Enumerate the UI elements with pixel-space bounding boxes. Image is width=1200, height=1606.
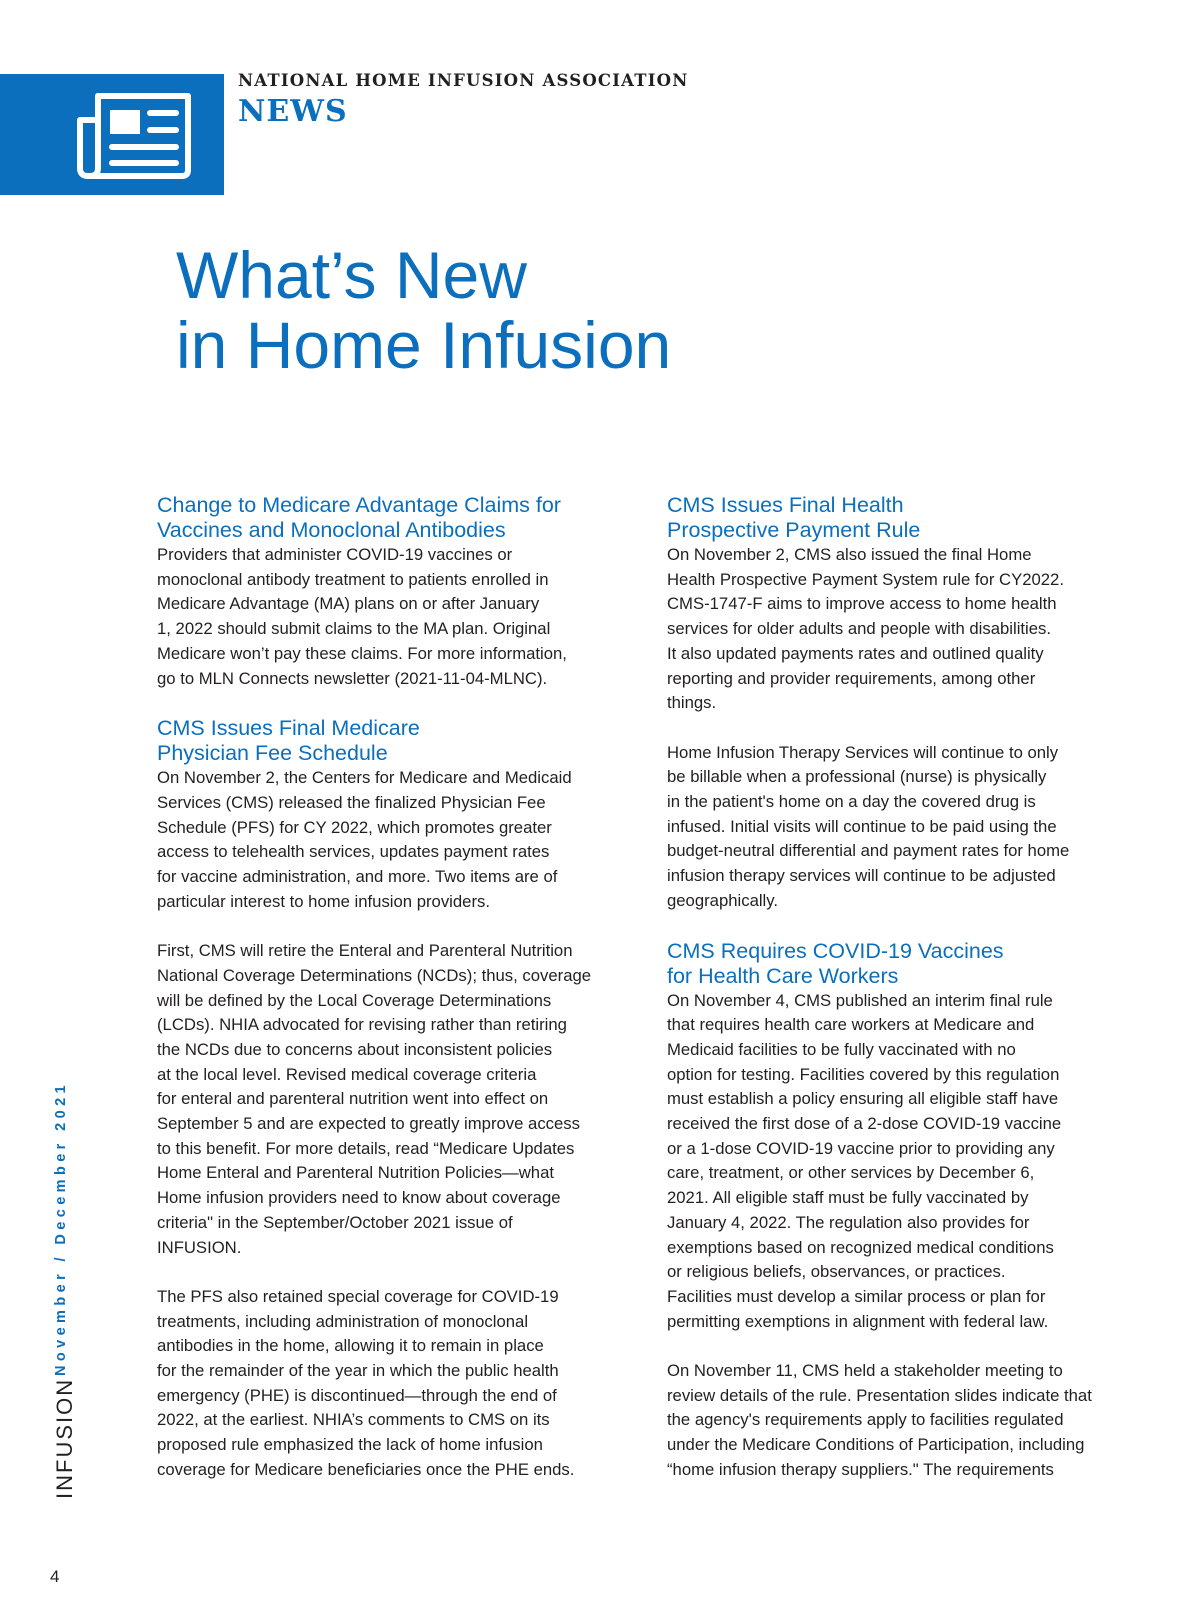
text-line: things.: [667, 693, 717, 713]
article-paragraph: [157, 939, 625, 1260]
text-line: go to MLN Connects newsletter (2021-11-04-MLNC).: [157, 668, 548, 688]
section-label: NEWS: [238, 94, 348, 129]
text-line: Health Prospective Payment System rule for CY2022.: [667, 569, 1064, 589]
text-line: On November 2, CMS also issued the final Home: [667, 545, 1032, 564]
text-line: budget-neutral differential and payment rates for home: [667, 841, 1070, 861]
text-line: at the local level. Revised medical coverage criteria: [157, 1064, 537, 1084]
page-title: [176, 240, 671, 380]
text-line: antibodies in the home, allowing it to remain in place: [157, 1336, 544, 1356]
magazine-logo: INFUSION: [52, 1377, 77, 1499]
page-title-line: What’s New: [176, 238, 527, 312]
article-heading: [667, 493, 1137, 543]
text-line: that requires health care workers at Medicare and: [667, 1015, 1035, 1035]
heading-line: for Health Care Workers: [667, 963, 899, 988]
text-line: reporting and provider requirements, among other: [667, 668, 1036, 688]
article-paragraph: [667, 741, 1137, 914]
text-line: monoclonal antibody treatment to patients enrolled in: [157, 569, 549, 589]
text-line: for vaccine administration, and more. Two items are of: [157, 867, 558, 887]
text-line: will be defined by the Local Coverage Determinations: [157, 990, 552, 1010]
issue-date: November / December 2021: [53, 1080, 69, 1376]
text-line: infusion therapy services will continue to be adjusted: [667, 866, 1056, 886]
text-line: Schedule (PFS) for CY 2022, which promotes greater: [157, 817, 552, 837]
text-line: 2022, at the earliest. NHIA’s comments to CMS on its: [157, 1410, 550, 1430]
heading-line: Vaccines and Monoclonal Antibodies: [157, 518, 506, 542]
text-line: or a 1-dose COVID-19 vaccine prior to providing any: [667, 1138, 1055, 1158]
article-heading: [667, 939, 1137, 989]
text-line: in the patient's home on a day the covered drug is: [667, 792, 1036, 812]
newspaper-icon: [76, 90, 194, 180]
text-line: (LCDs). NHIA advocated for revising rather than retiring: [157, 1015, 567, 1035]
text-line: On November 2, the Centers for Medicare and Medicaid: [157, 768, 572, 788]
text-line: infused. Initial visits will continue to be paid using the: [667, 816, 1057, 836]
article-paragraph: [157, 766, 625, 914]
text-line: review details of the rule. Presentation slides indicate that: [667, 1385, 1092, 1405]
text-line: 2021. All eligible staff must be fully vaccinated by: [667, 1188, 1029, 1208]
text-line: National Coverage Determinations (NCDs); thus, coverage: [157, 965, 592, 985]
text-line: emergency (PHE) is discontinued—through the end of: [157, 1385, 557, 1405]
text-line: for enteral and parenteral nutrition went into effect on: [157, 1089, 549, 1109]
text-line: Services (CMS) released the finalized Physician Fee: [157, 792, 546, 812]
text-line: option for testing. Facilities covered by this regulation: [667, 1064, 1060, 1084]
text-line: Home Infusion Therapy Services will continue to only: [667, 742, 1059, 762]
article-paragraph: [157, 1285, 625, 1483]
text-line: under the Medicare Conditions of Participation, including: [667, 1435, 1085, 1455]
text-line: received the first dose of a 2-dose COVID-19 vaccine: [667, 1114, 1062, 1134]
text-line: exemptions based on recognized medical conditions: [667, 1237, 1054, 1257]
text-line: On November 4, CMS published an interim final rule: [667, 990, 1053, 1010]
article-heading: [157, 716, 625, 766]
heading-line: Prospective Payment Rule: [667, 518, 921, 542]
text-line: must establish a policy ensuring all eligible staff have: [667, 1089, 1059, 1109]
text-line: Medicare won’t pay these claims. For more information,: [157, 643, 567, 663]
org-name: NATIONAL HOME INFUSION ASSOCIATION: [238, 71, 689, 90]
left-column: [157, 493, 625, 1483]
text-line: First, CMS will retire the Enteral and Parenteral Nutrition: [157, 941, 573, 961]
text-line: INFUSION.: [157, 1237, 242, 1257]
heading-line: Change to Medicare Advantage Claims for: [157, 493, 561, 517]
text-line: Medicare Advantage (MA) plans on or after January: [157, 594, 540, 614]
heading-line: Physician Fee Schedule: [157, 741, 388, 766]
text-line: September 5 and are expected to greatly improve access: [157, 1114, 580, 1134]
text-line: Medicaid facilities to be fully vaccinated with no: [667, 1039, 1016, 1059]
text-line: be billable when a professional (nurse) is physically: [667, 767, 1047, 787]
text-line: Facilities must develop a similar process or plan for: [667, 1286, 1046, 1306]
text-line: “home infusion therapy suppliers." The requirements: [667, 1459, 1054, 1479]
text-line: coverage for Medicare beneficiaries once the PHE ends.: [157, 1459, 575, 1479]
article-heading: [157, 493, 625, 543]
text-line: geographically.: [667, 890, 779, 910]
heading-line: CMS Issues Final Medicare: [157, 716, 420, 741]
text-line: for the remainder of the year in which the public health: [157, 1361, 559, 1381]
text-line: or religious beliefs, observances, or practices.: [667, 1262, 1006, 1282]
page-number: 4: [50, 1567, 60, 1586]
text-line: 1, 2022 should submit claims to the MA plan. Original: [157, 619, 551, 639]
text-line: Providers that administer COVID-19 vaccines or: [157, 545, 513, 564]
heading-line: CMS Issues Final Health: [667, 493, 904, 517]
heading-line: CMS Requires COVID-19 Vaccines: [667, 938, 1004, 963]
text-line: It also updated payments rates and outlined quality: [667, 643, 1044, 663]
text-line: permitting exemptions in alignment with federal law.: [667, 1311, 1049, 1331]
text-line: proposed rule emphasized the lack of home infusion: [157, 1435, 543, 1455]
page-title-line: in Home Infusion: [176, 308, 672, 382]
text-line: access to telehealth services, updates payment rates: [157, 842, 550, 862]
right-column: [667, 493, 1137, 1483]
text-line: to this benefit. For more details, read “Medicare Updates: [157, 1138, 575, 1158]
article-paragraph: [667, 989, 1137, 1335]
text-line: care, treatment, or other services by December 6,: [667, 1163, 1035, 1183]
text-line: On November 11, CMS held a stakeholder meeting to: [667, 1361, 1063, 1381]
text-line: CMS-1747-F aims to improve access to home health: [667, 594, 1057, 614]
text-line: services for older adults and people with disabilities.: [667, 619, 1052, 639]
text-line: Home Enteral and Parenteral Nutrition Policies—what: [157, 1163, 554, 1183]
text-line: the NCDs due to concerns about inconsistent policies: [157, 1039, 553, 1059]
article-paragraph: [157, 543, 625, 691]
text-line: the agency's requirements apply to facilities regulated: [667, 1410, 1064, 1430]
article-paragraph: [667, 1359, 1137, 1483]
header-icon-block: [0, 74, 224, 195]
text-line: Home infusion providers need to know about coverage: [157, 1188, 561, 1208]
text-line: January 4, 2022. The regulation also provides for: [667, 1212, 1030, 1232]
text-line: criteria" in the September/October 2021 issue of: [157, 1212, 513, 1232]
text-line: treatments, including administration of monoclonal: [157, 1311, 529, 1331]
text-line: particular interest to home infusion providers.: [157, 891, 490, 911]
text-line: The PFS also retained special coverage for COVID-19: [157, 1286, 559, 1306]
article-paragraph: [667, 543, 1137, 716]
